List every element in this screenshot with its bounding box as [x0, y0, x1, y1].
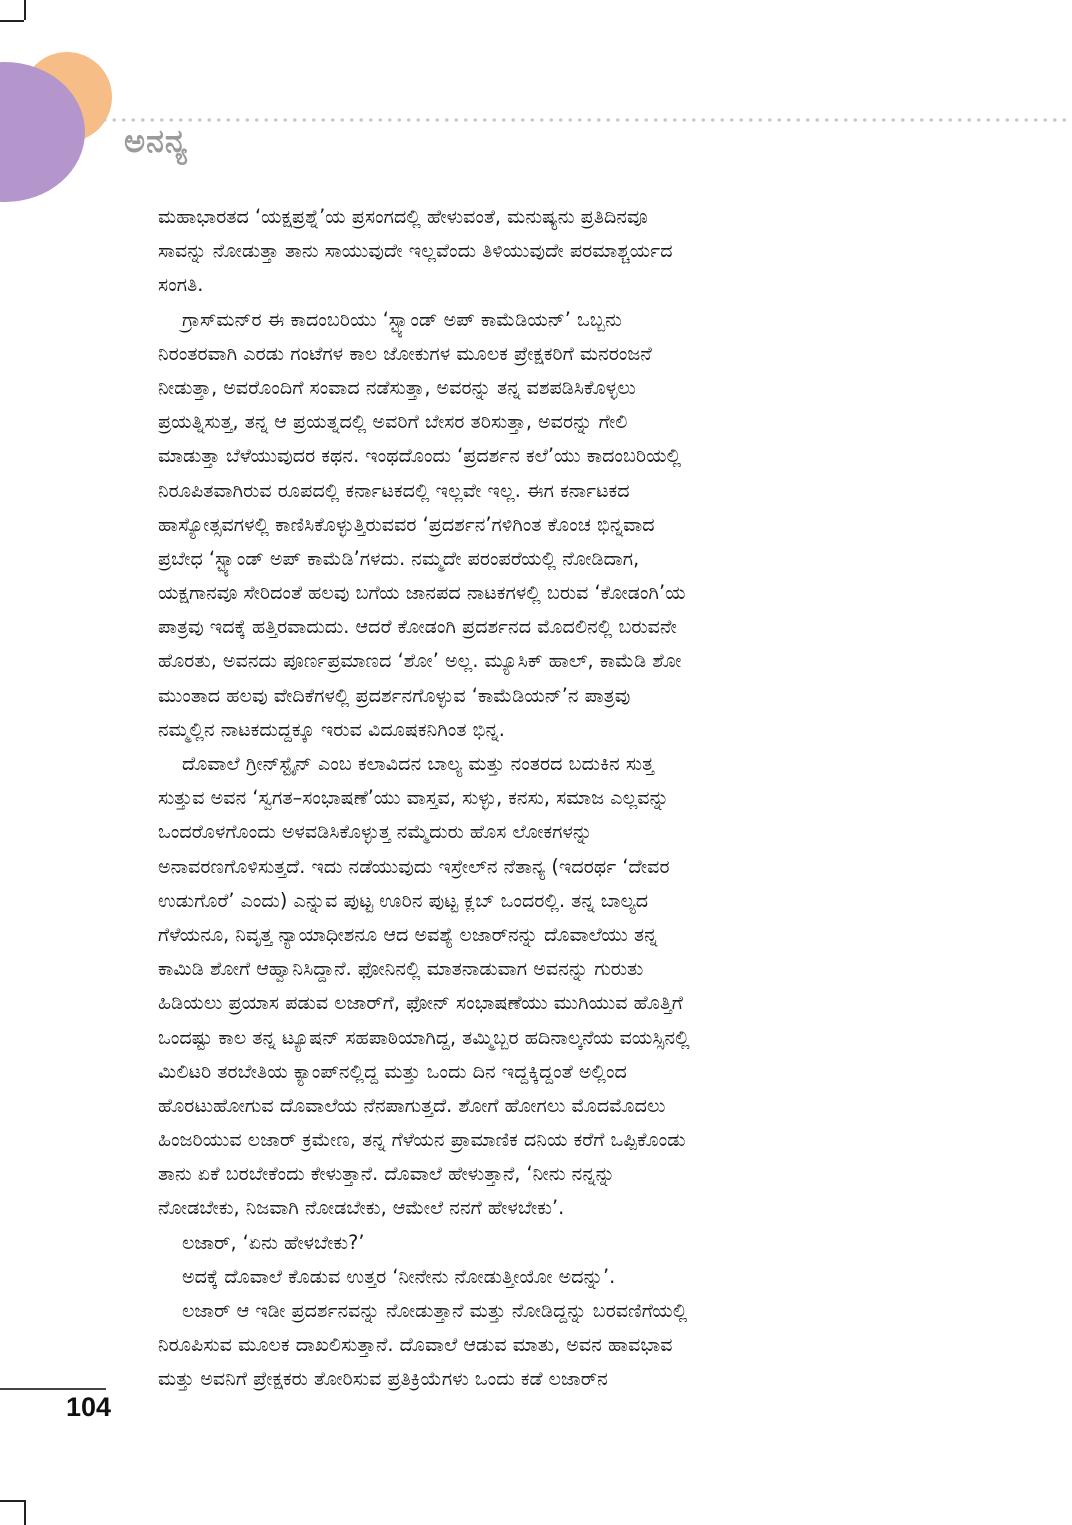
text-line: ಪ್ರಯತ್ನಿಸುತ್ತ, ತನ್ನ ಆ ಪ್ರಯತ್ನದಲ್ಲಿ ಅವರಿಗೆ ಬೇಸರ ತರಿಸುತ್ತಾ, ಅವರನ್ನು ಗೇಲಿ [158, 410, 628, 434]
text-line: ಹಾಸ್ಯೋತ್ಸವಗಳಲ್ಲಿ ಕಾಣಿಸಿಕೊಳ್ಳುತ್ತಿರುವವರ ‘ಪ್ರದರ್ಶನ’ಗಳಿಗಿಂತ ಕೊಂಚ ಭಿನ್ನವಾದ [158, 512, 655, 536]
text-line: ಲಜಾರ್, ‘ಏನು ಹೇಳಬೇಕು?’ [182, 1230, 365, 1254]
text-line: ನಿರೂಪಿತವಾಗಿರುವ ರೂಪದಲ್ಲಿ ಕರ್ನಾಟಕದಲ್ಲಿ ಇಲ್ಲವೇ ಇಲ್ಲ. ಈಗ ಕರ್ನಾಟಕದ [158, 478, 630, 502]
text-line: ನಮ್ಮಲ್ಲಿನ ನಾಟಕದುದ್ದಕ್ಕೂ ಇರುವ ವಿದೂಷಕನಿಗಿಂತ ಭಿನ್ನ. [158, 717, 505, 741]
text-line: ಸಂಗತಿ. [158, 273, 204, 297]
text-line: ಅನಾವರಣಗೊಳಿಸುತ್ತದೆ. ಇದು ನಡೆಯುವುದು ಇಸ್ರೇಲ್‌ನ ನೆತಾನ್ಯ (ಇದರರ್ಥ ‘ದೇವರ [158, 854, 670, 878]
text-line: ಹಿಡಿಯಲು ಪ್ರಯಾಸ ಪಡುವ ಲಜಾರ್‌ಗೆ, ಫೋನ್ ಸಂಭಾಷಣೆಯು ಮುಗಿಯುವ ಹೊತ್ತಿಗೆ [158, 991, 683, 1015]
page-number: 104 [66, 1392, 112, 1422]
text-line: ಪ್ರಬೇಧ ‘ಸ್ಟ್ಯಾಂಡ್ ಅಪ್ ಕಾಮೆಡಿ’ಗಳದು. ನಮ್ಮದೇ ಪರಂಪರೆಯಲ್ಲಿ ನೋಡಿದಾಗ, [158, 546, 640, 570]
text-line: ಸುತ್ತುವ ಅವನ ‘ಸ್ವಗತ–ಸಂಭಾಷಣೆ’ಯು ವಾಸ್ತವ, ಸುಳ್ಳು, ಕನಸು, ಸಮಾಜ ಎಲ್ಲವನ್ನು [158, 786, 669, 810]
text-line: ಹೊರಟುಹೋಗುವ ದೊವಾಲೆಯ ನೆನಪಾಗುತ್ತದೆ. ಶೋಗೆ ಹೋಗಲು ಮೊದಮೊದಲು [158, 1093, 666, 1117]
crop-mark [0, 1500, 24, 1502]
text-line: ಗ್ರಾಸ್‌ಮನ್‌ರ ಈ ಕಾದಂಬರಿಯು ‘ಸ್ಟ್ಯಾಂಡ್ ಅಪ್ ಕಾಮೆಡಿಯನ್’ ಒಬ್ಬನು [182, 307, 622, 331]
running-header-title: ಅನನ್ಯ [124, 122, 189, 160]
body-text [158, 200, 918, 1397]
text-line: ನಿರಂತರವಾಗಿ ಎರಡು ಗಂಟೆಗಳ ಕಾಲ ಜೋಕುಗಳ ಮೂಲಕ ಪ್ರೇಕ್ಷಕರಿಗೆ ಮನರಂಜನೆ [158, 341, 652, 365]
text-line: ಒಂದರೊಳಗೊಂದು ಅಳವಡಿಸಿಕೊಳ್ಳುತ್ತ ನಮ್ಮೆದುರು ಹೊಸ ಲೋಕಗಳನ್ನು [158, 820, 593, 844]
text-line: ತಾನು ಏಕೆ ಬರಬೇಕೆಂದು ಕೇಳುತ್ತಾನೆ. ದೊವಾಲೆ ಹೇಳುತ್ತಾನೆ, ‘ನೀನು ನನ್ನನ್ನು [158, 1162, 615, 1186]
text-line: ಒಂದಷ್ಟು ಕಾಲ ತನ್ನ ಟ್ಯೂಷನ್ ಸಹಪಾಠಿಯಾಗಿದ್ದ, ತಮ್ಮಿಬ್ಬರ ಹದಿನಾಲ್ಕನೆಯ ವಯಸ್ಸಿನಲ್ಲಿ [158, 1025, 690, 1049]
text-line: ಮಿಲಿಟರಿ ತರಬೇತಿಯ ಕ್ಯಾಂಪ್‌ನಲ್ಲಿದ್ದ ಮತ್ತು ಒಂದು ದಿನ ಇದ್ದಕ್ಕಿದ್ದಂತೆ ಅಲ್ಲಿಂದ [158, 1059, 627, 1083]
text-line: ಹೊರತು, ಅವನದು ಪೂರ್ಣಪ್ರಮಾಣದ ‘ಶೋ’ ಅಲ್ಲ. ಮ್ಯೂಸಿಕ್ ಹಾಲ್, ಕಾಮೆಡಿ ಶೋ [158, 649, 682, 673]
text-line: ಸಾವನ್ನು ನೋಡುತ್ತಾ ತಾನು ಸಾಯುವುದೇ ಇಲ್ಲವೆಂದು ತಿಳಿಯುವುದೇ ಪರಮಾಶ್ಚರ್ಯದ [158, 239, 673, 263]
text-line: ಮಹಾಭಾರತದ ‘ಯಕ್ಷಪ್ರಶ್ನೆ’ಯ ಪ್ರಸಂಗದಲ್ಲಿ ಹೇಳುವಂತೆ, ಮನುಷ್ಯನು ಪ್ರತಿದಿನವೂ [158, 205, 648, 228]
page-number-rule [0, 1388, 106, 1390]
text-line: ಮತ್ತು ಅವನಿಗೆ ಪ್ರೇಕ್ಷಕರು ತೋರಿಸುವ ಪ್ರತಿಕ್ರಿಯೆಗಳು ಒಂದು ಕಡೆ ಲಜಾರ್‌ನ [158, 1367, 608, 1391]
text-line: ಲಜಾರ್ ಆ ಇಡೀ ಪ್ರದರ್ಶನವನ್ನು ನೋಡುತ್ತಾನೆ ಮತ್ತು ನೋಡಿದ್ದನ್ನು ಬರವಣಿಗೆಯಲ್ಲಿ [182, 1299, 688, 1322]
text-line: ಹಿಂಜರಿಯುವ ಲಜಾರ್ ಕ್ರಮೇಣ, ತನ್ನ ಗೆಳೆಯನ ಪ್ರಾಮಾಣಿಕ ದನಿಯ ಕರೆಗೆ ಒಪ್ಪಿಕೊಂಡು [158, 1128, 686, 1152]
text-line: ಗೆಳೆಯನೂ, ನಿವೃತ್ತ ನ್ಯಾಯಾಧೀಶನೂ ಆದ ಅವಶ್ಯೆ ಲಜಾರ್‌ನನ್ನು ದೊವಾಲೆಯು ತನ್ನ [158, 922, 658, 946]
text-line: ಕಾಮಿಡಿ ಶೋಗೆ ಆಹ್ವಾನಿಸಿದ್ದಾನೆ. ಫೋನಿನಲ್ಲಿ ಮಾತನಾಡುವಾಗ ಅವನನ್ನು ಗುರುತು [158, 957, 644, 981]
text-line: ಮುಂತಾದ ಹಲವು ವೇದಿಕೆಗಳಲ್ಲಿ ಪ್ರದರ್ಶನಗೊಳ್ಳುವ ‘ಕಾಮೆಡಿಯನ್’ನ ಪಾತ್ರವು [158, 683, 631, 707]
text-line: ಅದಕ್ಕೆ ದೊವಾಲೆ ಕೊಡುವ ಉತ್ತರ ‘ನೀನೇನು ನೋಡುತ್ತೀಯೋ ಅದನ್ನು’. [182, 1264, 616, 1288]
text-line: ಉಡುಗೊರೆ’ ಎಂದು) ಎನ್ನುವ ಪುಟ್ಟ ಊರಿನ ಪುಟ್ಟ ಕ್ಲಬ್ ಒಂದರಲ್ಲಿ. ತನ್ನ ಬಾಲ್ಯದ [158, 888, 649, 912]
crop-mark [24, 1500, 26, 1525]
text-line: ಮಾಡುತ್ತಾ ಬೆಳೆಯುವುದರ ಕಥನ. ಇಂಥದೊಂದು ‘ಪ್ರದರ್ಶನ ಕಲೆ’ಯು ಕಾದಂಬರಿಯಲ್ಲಿ [158, 444, 682, 468]
crop-mark [24, 0, 26, 20]
text-line: ನೋಡಬೇಕು, ನಿಜವಾಗಿ ನೋಡಬೇಕು, ಆಮೇಲೆ ನನಗೆ ಹೇಳಬೇಕು’. [158, 1196, 565, 1220]
text-line: ಯಕ್ಷಗಾನವೂ ಸೇರಿದಂತೆ ಹಲವು ಬಗೆಯ ಜಾನಪದ ನಾಟಕಗಳಲ್ಲಿ ಬರುವ ‘ಕೋಡಂಗಿ’ಯ [158, 581, 686, 605]
text-line: ನೀಡುತ್ತಾ, ಅವರೊಂದಿಗೆ ಸಂವಾದ ನಡೆಸುತ್ತಾ, ಅವರನ್ನು ತನ್ನ ವಶಪಡಿಸಿಕೊಳ್ಳಲು [158, 375, 636, 399]
crop-mark [0, 20, 24, 22]
text-line: ದೊವಾಲೆ ಗ್ರೀನ್‌ಸ್ಟೈನ್ ಎಂಬ ಕಲಾವಿದನ ಬಾಲ್ಯ ಮತ್ತು ನಂತರದ ಬದುಕಿನ ಸುತ್ತ [182, 752, 654, 775]
text-line: ನಿರೂಪಿಸುವ ಮೂಲಕ ದಾಖಲಿಸುತ್ತಾನೆ. ದೊವಾಲೆ ಆಡುವ ಮಾತು, ಅವನ ಹಾವಭಾವ [158, 1333, 673, 1357]
dotted-header-rule [100, 118, 1072, 122]
text-line: ಪಾತ್ರವು ಇದಕ್ಕೆ ಹತ್ತಿರವಾದುದು. ಆದರೆ ಕೋಡಂಗಿ ಪ್ರದರ್ಶನದ ಮೊದಲಿನಲ್ಲಿ ಬರುವನೇ [158, 615, 677, 639]
